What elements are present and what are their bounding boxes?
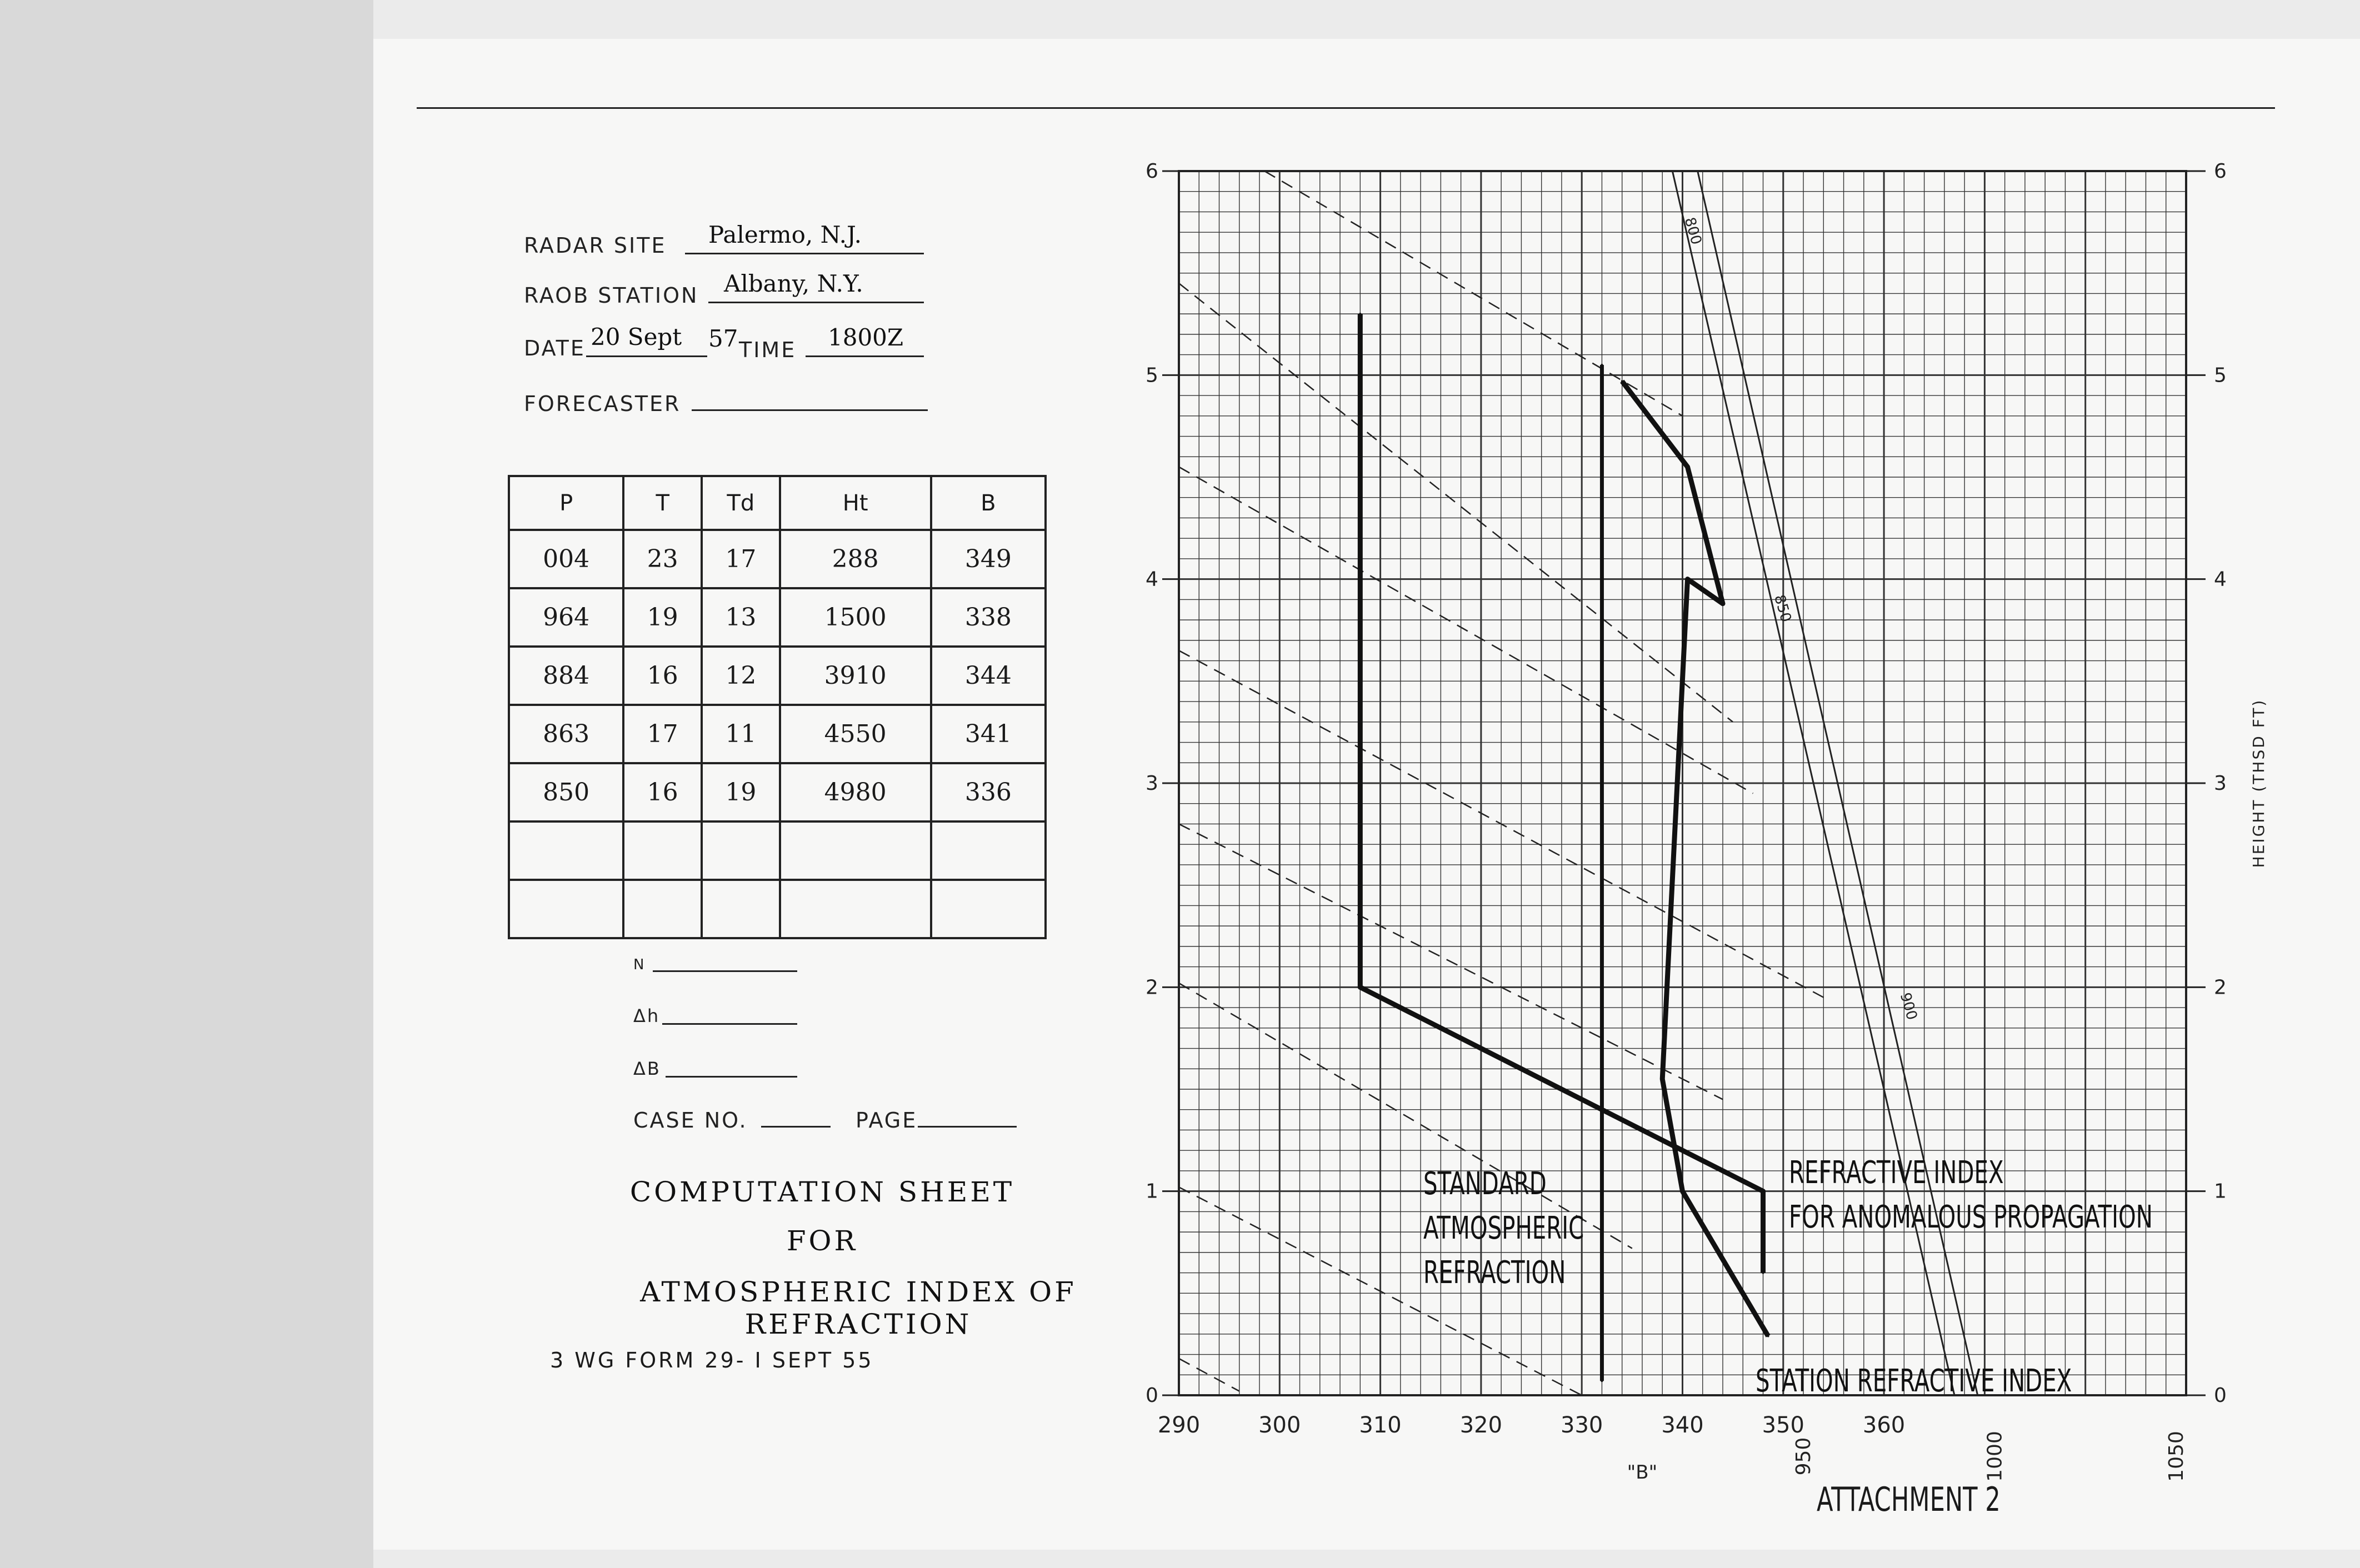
series-point	[1359, 986, 1361, 988]
cell-td: 13	[702, 588, 780, 647]
pressure-tick-label: 1000	[1983, 1431, 2007, 1482]
cell-b: 341	[931, 705, 1046, 763]
y-tick-label-left: 3	[1146, 772, 1158, 795]
cell-t: 16	[623, 763, 702, 821]
cell-ht: 4550	[780, 705, 931, 763]
series-point	[1687, 466, 1689, 468]
y-tick-label-left: 2	[1146, 976, 1158, 999]
y-tick-label-left: 4	[1146, 568, 1158, 591]
annotation-standard-refraction: REFRACTION	[1423, 1254, 1566, 1291]
pressure-tick-label: 1050	[2164, 1431, 2188, 1482]
x-tick-label: 350	[1762, 1412, 1804, 1438]
col-header-p: P	[509, 476, 623, 530]
x-tick-label: 290	[1157, 1412, 1201, 1438]
series-point	[1661, 1078, 1663, 1080]
cell-ht: 1500	[780, 588, 931, 647]
sheet-title-line1: COMPUTATION SHEET	[629, 1176, 1015, 1208]
form-number: 3 WG FORM 29- I SEPT 55	[550, 1348, 874, 1372]
x-axis-title: "B"	[1627, 1461, 1658, 1484]
col-header-b: B	[931, 476, 1046, 530]
series-point	[1687, 578, 1689, 580]
series-point	[1621, 380, 1623, 382]
annotation-standard-refraction: ATMOSPHERIC	[1423, 1210, 1584, 1246]
delta-h-label: Δh	[633, 1005, 661, 1026]
year-value: 57	[708, 325, 738, 352]
dashed-line	[1179, 467, 1753, 794]
cell-ht: 4980	[780, 763, 931, 821]
series-point	[1601, 1380, 1603, 1382]
cell-t: 16	[623, 647, 702, 705]
cell-t: 17	[623, 705, 702, 763]
cell-td: 17	[702, 530, 780, 588]
series-line	[1622, 381, 1768, 1336]
date-label: DATE	[524, 336, 586, 360]
x-tick-label: 300	[1258, 1412, 1301, 1438]
annotation-station-index: STATION REFRACTIVE INDEX	[1756, 1362, 2072, 1399]
col-header-t: T	[623, 476, 702, 530]
cell-b: 349	[931, 530, 1046, 588]
cell-p: 964	[509, 588, 623, 647]
isobar-label: 850	[1771, 593, 1794, 624]
sheet-title-line2: FOR	[786, 1225, 858, 1257]
x-tick-label: 320	[1459, 1412, 1503, 1438]
dashed-line	[1179, 283, 1733, 722]
col-header-td: Td	[702, 476, 780, 530]
cell-td: 11	[702, 705, 780, 763]
cell-td: 12	[702, 647, 780, 705]
y-axis-title: HEIGHT (THSD FT)	[2249, 698, 2268, 868]
y-tick-label-left: 0	[1146, 1384, 1158, 1407]
cell-p: 004	[509, 530, 623, 588]
annotation-anomalous-propagation: FOR ANOMALOUS PROPAGATION	[1789, 1199, 2153, 1235]
cell-b: 344	[931, 647, 1046, 705]
y-tick-label-left: 1	[1146, 1180, 1158, 1203]
dashed-line	[1179, 824, 1723, 1099]
y-tick-label-left: 5	[1146, 364, 1158, 387]
cell-p: 884	[509, 647, 623, 705]
y-tick-label-right: 4	[2214, 568, 2227, 591]
y-tick-label-right: 6	[2214, 160, 2227, 183]
cell-td: 19	[702, 763, 780, 821]
cell-ht: 288	[780, 530, 931, 588]
cell-b: 336	[931, 763, 1046, 821]
cell-t: 23	[623, 530, 702, 588]
date-value: 20 Sept	[591, 323, 682, 350]
y-tick-label-right: 3	[2214, 772, 2227, 795]
annotation-anomalous-propagation: REFRACTIVE INDEX	[1789, 1154, 2004, 1191]
y-tick-label-left: 6	[1146, 160, 1158, 183]
case-no-label: CASE NO.	[633, 1108, 748, 1133]
y-tick-label-right: 0	[2214, 1384, 2227, 1407]
y-tick-label-right: 1	[2214, 1180, 2227, 1203]
cell-b: 338	[931, 588, 1046, 647]
cell-ht: 3910	[780, 647, 931, 705]
sheet-title-line3: ATMOSPHERIC INDEX OF REFRACTION	[640, 1276, 1077, 1340]
x-tick-label: 330	[1561, 1412, 1603, 1438]
series-point	[1601, 364, 1603, 366]
raob-station-value: Albany, N.Y.	[724, 270, 863, 297]
raob-station-label: RAOB STATION	[524, 283, 699, 308]
forecaster-label: FORECASTER	[524, 392, 681, 416]
time-value: 1800Z	[828, 324, 904, 351]
series-point	[1762, 1190, 1764, 1193]
series-point	[1762, 1272, 1764, 1274]
series-point	[1722, 603, 1724, 605]
delta-b-label: ΔB	[633, 1058, 661, 1079]
isobar-label: 900	[1896, 990, 1921, 1022]
pressure-tick-label: 950	[1792, 1437, 1816, 1476]
x-tick-label: 340	[1661, 1412, 1704, 1438]
radar-site-value: Palermo, N.J.	[708, 221, 862, 248]
series-point	[1767, 1335, 1769, 1337]
time-label: TIME	[739, 338, 797, 362]
cell-t: 19	[623, 588, 702, 647]
annotation-standard-refraction: STANDARD	[1423, 1165, 1547, 1202]
y-tick-label-right: 5	[2214, 364, 2227, 387]
series-point	[1682, 1190, 1684, 1193]
cell-p: 850	[509, 763, 623, 821]
cell-p: 863	[509, 705, 623, 763]
isobar-label: 800	[1681, 216, 1705, 247]
x-tick-label: 310	[1359, 1412, 1402, 1438]
n-label: N	[633, 956, 646, 973]
attachment-label: ATTACHMENT 2	[1817, 1480, 2001, 1519]
radar-site-label: RADAR SITE	[524, 233, 667, 258]
x-tick-label: 360	[1862, 1412, 1906, 1438]
y-tick-label-right: 2	[2214, 976, 2227, 999]
page-label: PAGE	[856, 1108, 918, 1133]
dashed-line	[1179, 983, 1632, 1249]
series-point	[1359, 313, 1361, 315]
col-header-ht: Ht	[780, 476, 931, 530]
